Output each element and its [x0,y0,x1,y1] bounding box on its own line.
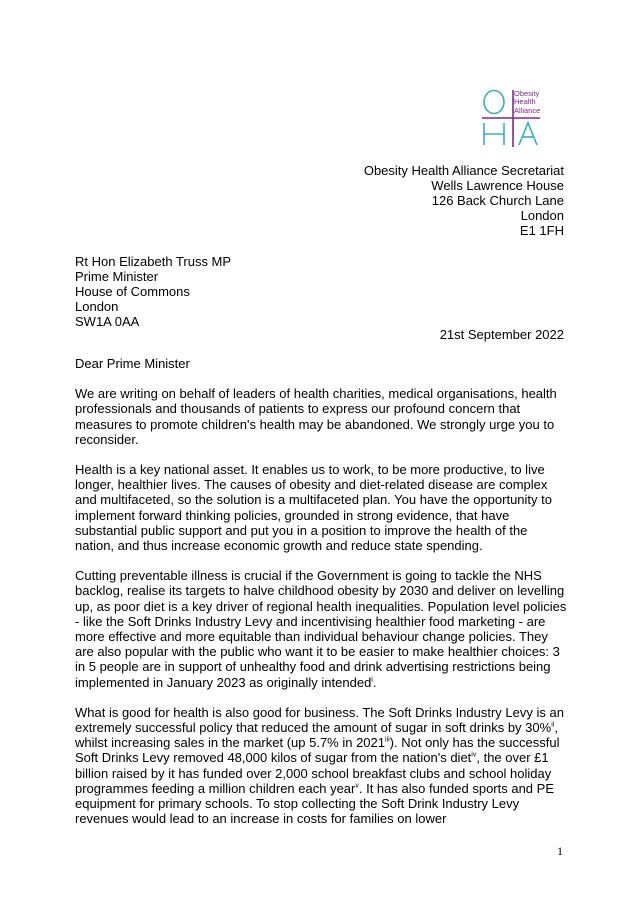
footnote-ref[interactable]: iii [385,736,390,744]
sender-line: Wells Lawrence House [431,178,564,193]
footnote-ref[interactable]: i [371,676,373,684]
paragraph-4 [75,705,567,827]
paragraph-4-text: What is good for health is also good for business. The Soft Drinks Industry Levy is an extremely successful policy that reduced the amount of sugar in soft drinks by 30% [75,704,564,736]
recipient-line: Rt Hon Elizabeth Truss MP [75,254,232,269]
sender-line: 126 Back Church Lane [431,193,564,208]
salutation: Dear Prime Minister [75,356,190,371]
paragraph-4-text: ). Not only has the successful Soft Drinks Levy removed 48,000 kilos of sugar from the nation's diet [75,735,560,766]
paragraph-3-end: . [372,674,377,690]
paragraph-3-text: Cutting preventable illness is crucial if the Government is going to tackle the NHS backlog, realise its targets to halve childhood obesity by 2030 and deliver on levelling up, as poor diet is a key driver of regional health inequalities. Population level policies - like the Soft Drinks Industry Levy and incentivising healthier food marketing - are more effective and more equitable than individual behaviour change policies. They are also popular with the public who want it to be easier to make healthier choices: 3 in 5 people are in support of unhealthy food and drink advertising restrictions being implemented in January 2023 as originally intended [75,568,567,690]
recipient-line: London [75,299,119,314]
footnote-ref[interactable]: ii [551,721,555,729]
sender-address [244,163,564,238]
paragraph-4-text: , the over £1 billion raised by it has funded over 2,000 school breakfast clubs and school holiday programmes feeding a million children each year [75,750,552,796]
paragraph-3 [75,568,567,690]
footnote-ref[interactable]: iv [471,752,477,760]
paragraph-2: Health is a key national asset. It enables us to work, to be more productive, to live longer, healthier lives. The causes of obesity and diet-related disease are complex and multifaceted, so the solution is a multifaceted plan. You have the opportunity to implement forward thinking policies, grounded in strong evidence, that have substantial public support and put you in a position to improve the health of the nation, and thus increase economic growth and reduce state spending. [75,462,552,554]
recipient-address [75,254,375,329]
footnote-ref[interactable]: v [355,782,359,790]
paragraph-1: We are writing on behalf of leaders of health charities, medical organisations, health professionals and thousands of patients to express our profound concern that measures to promote children's health may be abandoned. We strongly urge you to reconsider. [75,386,557,447]
letter-body [75,356,567,841]
recipient-line: Prime Minister [75,269,159,284]
logo-word-2: Health [514,97,536,107]
sender-line: Obesity Health Alliance Secretariat [363,163,564,178]
sender-line: E1 1FH [519,223,564,238]
obesity-health-alliance-logo [482,88,562,150]
recipient-line: SW1A 0AA [75,314,140,329]
paragraph-4-text: . It has also funded sports and PE equipment for primary schools. To stop collecting the Soft Drink Industry Levy revenues would lead to an increase in costs for families on lower [75,780,554,827]
logo-word-1: Obesity [514,89,540,98]
letter-date: 21st September 2022 [439,327,564,342]
sender-line: London [520,208,564,223]
recipient-line: House of Commons [75,284,190,299]
logo-word-3: Alliance [514,105,541,115]
paragraph-4-text: , whilst increasing sales in the market (up 5.7% in 2021 [75,720,558,751]
logo-wordmark [514,90,540,115]
page-number: 1 [557,844,563,858]
